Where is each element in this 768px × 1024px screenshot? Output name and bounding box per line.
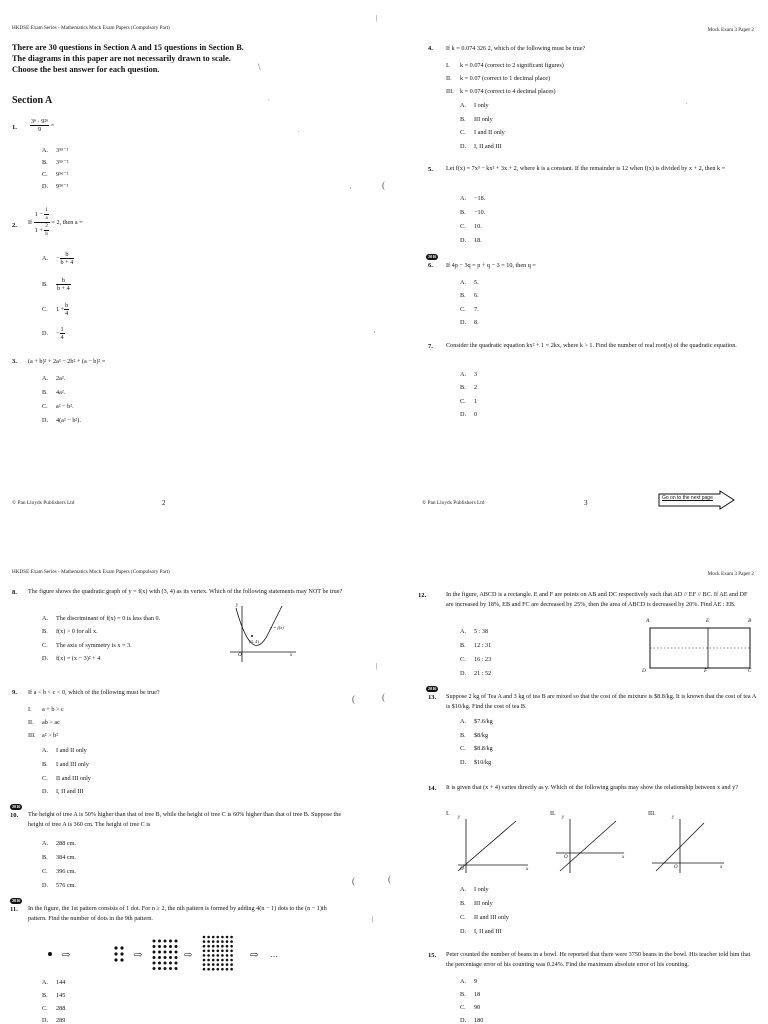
stray-mark: (: [388, 874, 391, 884]
pattern-dot: [221, 959, 224, 962]
pattern-1-dot: [48, 952, 52, 956]
option: D. 9⁵ⁿ⁻¹: [42, 183, 69, 190]
pattern-dot: [153, 967, 156, 970]
pattern-dot: [226, 954, 229, 957]
arrow-icon: ⇨: [184, 950, 193, 961]
pattern-dot: [212, 936, 215, 939]
publisher-footer: © Pan Lloyds Publishers Ltd: [422, 500, 485, 506]
option: D. $10/kg: [460, 759, 492, 766]
option: B. 145: [42, 992, 66, 999]
pattern-dot: [217, 945, 220, 948]
option: D. 8.: [460, 319, 479, 326]
option: D. I, II and III: [460, 143, 502, 150]
pattern-dot: [169, 962, 172, 965]
pattern-dot: [207, 968, 210, 971]
statement: I. k = 0.074 (correct to 2 significant figures): [446, 62, 564, 69]
point-c-label: C: [748, 668, 752, 674]
stray-mark: (: [382, 692, 385, 702]
y-axis-label: y: [458, 815, 461, 820]
point-f-label: F: [704, 668, 708, 674]
option: A. The discriminant of f(x) = 0 is less than 0.: [42, 615, 161, 622]
question-text: In the figure, ABCD is a rectangle. E and F are points on AB and DC respectively such that AD // EF // BC. If AE and DF are increased by 18%, EB and FC are decreased by 25%, then the area of ABCD is decreased by 20%. Find AE : EB.: [446, 591, 748, 608]
pattern-dot: [169, 945, 172, 948]
pattern-dot: [230, 950, 233, 953]
pattern-dot: [212, 968, 215, 971]
question-text: Consider the quadratic equation kx² + 1 = 2kx, where k > 1. Find the number of real root(s) of the quadratic equation.: [446, 342, 737, 349]
option: C. II and III only: [460, 914, 509, 921]
y-axis-label: y: [236, 603, 239, 608]
page-5: [376, 512, 768, 1024]
pattern-dot: [226, 959, 229, 962]
question-number: 6.: [428, 262, 433, 269]
pattern-dot: [175, 962, 178, 965]
question-2-expression: If 1 − $\frac{1}{a}$ 1 + $\frac{2}{b}$ = 2, then a =: [28, 208, 83, 237]
instructions: [12, 42, 312, 75]
statement: II. k = 0.07 (correct to 1 decimal place): [446, 75, 551, 82]
stray-mark: .: [268, 96, 270, 102]
option: A. 3: [460, 371, 478, 378]
option: C. 10.: [460, 223, 482, 230]
option: D. 289: [42, 1017, 66, 1024]
pattern-dot: [230, 963, 233, 966]
question-text: The figure shows the quadratic graph of y = f(x) with (3, 4) as its vertex. Which of the following statements may NOT be true?: [28, 588, 343, 595]
option: C. 90: [460, 1004, 481, 1011]
question-number: 10.: [10, 812, 19, 819]
stray-mark: ': [350, 186, 352, 194]
option: A. 9: [460, 978, 478, 985]
pattern-dot: [203, 936, 206, 939]
pattern-dot: [230, 959, 233, 962]
option: D. 21 : 52: [460, 670, 492, 677]
question-number: 1.: [12, 124, 17, 131]
option: C. I and II only: [460, 129, 505, 136]
origin-label: O: [674, 865, 678, 870]
option: B. 12 : 31: [460, 642, 492, 649]
compound-fraction: 1 − $\frac{1}{a}$ 1 + $\frac{2}{b}$: [34, 208, 48, 237]
pattern-dot: [164, 940, 167, 943]
question-number: 9.: [12, 689, 17, 696]
option: A. I only: [460, 886, 489, 893]
stray-mark: |: [376, 14, 378, 22]
pattern-dot: [175, 951, 178, 954]
pattern-dot: [164, 951, 167, 954]
pattern-3: [153, 940, 178, 971]
question-number: 12.: [418, 592, 427, 599]
point-b-label: B: [748, 618, 752, 624]
option: A. I only: [460, 102, 489, 109]
option: C. 16 : 23: [460, 656, 492, 663]
option: D. 576 cm.: [42, 882, 76, 889]
point-e-label: E: [706, 618, 710, 624]
y-axis-label: y: [672, 815, 675, 820]
option: A. I and II only: [42, 747, 87, 754]
pattern-dot: [217, 968, 220, 971]
pattern-dot: [169, 940, 172, 943]
statement: III. a² > b²: [28, 732, 59, 739]
option: B. 18: [460, 991, 481, 998]
option: B. f(x) > 0 for all x.: [42, 628, 98, 635]
pattern-dot: [175, 940, 178, 943]
pattern-dot: [226, 968, 229, 971]
year-badge: 2016: [12, 898, 21, 903]
graph-label: I.: [446, 810, 450, 817]
year-badge: 2016: [428, 686, 437, 691]
stray-mark: (: [382, 180, 385, 190]
arrow-icon: ⇨: [134, 950, 143, 961]
option: C. II and III only: [42, 775, 91, 782]
question-text: Peter counted the number of beans in a bowl. He reported that there were 3750 beans in the bowl. His teacher told him that the percentage error of his counting was 0.24%. Find the maximum absolute error of his counting.: [446, 951, 751, 968]
pattern-dot: [221, 936, 224, 939]
dot-patterns: [46, 935, 246, 975]
pattern-dot: [207, 959, 210, 962]
year-badge: 2016: [12, 804, 21, 809]
series-header: HKDSE Exam Series - Mathematics Mock Exam Papers (Compulsory Part): [12, 569, 170, 575]
pattern-dot: [158, 940, 161, 943]
option: A. − $\frac{b}{b + 4}$: [42, 251, 74, 266]
stray-mark: |: [376, 662, 378, 670]
pattern-dot: [153, 945, 156, 948]
pattern-dot: [221, 940, 224, 943]
x-axis-label: x: [720, 865, 723, 870]
option: D. f(x) = (x − 3)² + 4: [42, 655, 101, 662]
pattern-dot: [158, 956, 161, 959]
pattern-dot: [212, 945, 215, 948]
x-axis-label: x: [290, 653, 293, 658]
option: B. $8/kg: [460, 732, 489, 739]
statement: II. ab > ac: [28, 719, 60, 726]
option: C. $8.8/kg: [460, 745, 493, 752]
origin-label: O: [460, 867, 464, 872]
vertex-point: [251, 635, 253, 637]
question-text: (a + b)² + 2a² − 2b² + (a − b)² =: [28, 358, 106, 365]
pattern-dot: [221, 945, 224, 948]
option: B. 4a².: [42, 389, 66, 396]
option: D. − $\frac{1}{4}$: [42, 326, 64, 341]
pattern-dot: [207, 950, 210, 953]
stray-mark: ': [374, 330, 376, 338]
pattern-dot: [203, 950, 206, 953]
pattern-dot: [207, 940, 210, 943]
pattern-dot: [158, 967, 161, 970]
pattern-dot: [212, 963, 215, 966]
pattern-dot: [207, 963, 210, 966]
pattern-dot: [203, 945, 206, 948]
option: B. III only: [460, 116, 493, 123]
pattern-dot: [221, 950, 224, 953]
pattern-2: [114, 946, 123, 961]
vertex-label: (3, 4): [249, 639, 259, 644]
pattern-dot: [153, 956, 156, 959]
page-number: 3: [584, 499, 588, 507]
publisher-footer: © Pan Lloyds Publishers Ltd: [12, 500, 75, 506]
pattern-dot: [207, 936, 210, 939]
series-header: HKDSE Exam Series - Mathematics Mock Exam Papers (Compulsory Part): [12, 25, 170, 31]
option: B. −10.: [460, 209, 486, 216]
line-graphs: [456, 815, 756, 877]
pattern-dot: [221, 954, 224, 957]
instruction-line: Choose the best answer for each question.: [12, 65, 160, 74]
option: C. 9⁵ⁿ⁻²: [42, 171, 69, 178]
origin-label: O: [238, 653, 242, 658]
option: D. 180: [460, 1017, 484, 1024]
option: A. 5 : 38: [460, 628, 489, 635]
page-3: [374, 0, 768, 512]
page-4: [0, 512, 384, 1024]
pattern-dot: [217, 959, 220, 962]
y-axis-label: y: [562, 815, 565, 820]
stray-mark: |: [372, 915, 374, 923]
stray-mark: (: [352, 694, 355, 704]
pattern-dot: [217, 950, 220, 953]
arrow-icon: ⇨: [62, 950, 71, 961]
question-number: 4.: [428, 45, 433, 52]
stray-mark: .: [298, 128, 300, 134]
paper-header: Mock Exam 3 Paper 2: [707, 571, 754, 577]
option: B. 6.: [460, 292, 479, 299]
question-text: In the figure, the 1st pattern consists of 1 dot. For n ≥ 2, the nth pattern is formed by adding 4(n − 1) dots to the (n − 1)th pattern. Find the number of dots in the 9th pattern.: [28, 905, 327, 922]
option: A. 288 cm.: [42, 840, 76, 847]
option: B. III only: [460, 900, 493, 907]
x-axis-label: x: [622, 855, 625, 860]
pattern-dot: [207, 945, 210, 948]
pattern-dot: [226, 936, 229, 939]
pattern-dot: [226, 963, 229, 966]
option: C. 1 + $\frac{b}{4}$: [42, 302, 69, 317]
statement: III. k = 0.074 (correct to 4 decimal places): [446, 88, 556, 95]
pattern-dot: [169, 951, 172, 954]
pattern-dot: [203, 959, 206, 962]
section-title: Section A: [12, 95, 53, 106]
question-text: It is given that (x + 4) varies directly as y. Which of the following graphs may show the relationship between x and y?: [446, 784, 738, 791]
pattern-dot: [221, 968, 224, 971]
pattern-dot: [212, 950, 215, 953]
question-text: The height of tree A is 50% higher than that of tree B, while the height of tree C is 60% higher than that of tree B. Suppose the height of tree A is 360 cm. The height of tree C is: [28, 811, 342, 828]
x-axis-label: x: [526, 867, 529, 872]
option: A. 5.: [460, 279, 479, 286]
option: B. $\frac{b}{b + 4}$: [42, 277, 70, 292]
curve-label: y = f(x): [270, 625, 284, 630]
go-on-label: Go on to the next page: [662, 495, 713, 501]
option: B. 2: [460, 384, 478, 391]
question-number: 2.: [12, 222, 17, 229]
option: C. 396 cm.: [42, 868, 76, 875]
point-d-label: D: [642, 668, 646, 674]
page-2: [0, 0, 384, 512]
question-number: 14.: [428, 785, 437, 792]
question-number: 3.: [12, 358, 17, 365]
graph-label: III.: [648, 810, 656, 817]
pattern-dot: [175, 967, 178, 970]
paper-header: Mock Exam 3 Paper 2: [707, 27, 754, 33]
pattern-dot: [230, 936, 233, 939]
pattern-dot: [164, 967, 167, 970]
pattern-dot: [203, 968, 206, 971]
ellipsis: …: [270, 950, 278, 959]
option: B. 3⁵ⁿ⁻²: [42, 159, 69, 166]
option: C. 7.: [460, 306, 479, 313]
origin-label: O: [564, 855, 568, 860]
pattern-4: [203, 936, 233, 971]
stray-mark: .: [686, 100, 688, 106]
pattern-dot: [226, 940, 229, 943]
pattern-dot: [203, 963, 206, 966]
option: A. 3⁵ⁿ⁻¹: [42, 147, 69, 154]
graph-iii: [652, 819, 724, 873]
pattern-dot: [217, 963, 220, 966]
pattern-dot: [212, 959, 215, 962]
option: A. 2a².: [42, 375, 66, 382]
pattern-dot: [169, 967, 172, 970]
pattern-dot: [153, 940, 156, 943]
option: D. 18.: [460, 237, 482, 244]
graph-ii: [556, 819, 624, 873]
pattern-dot: [158, 945, 161, 948]
question-number: 15.: [428, 952, 437, 959]
question-number: 11.: [10, 906, 18, 913]
option: C. The axis of symmetry is x = 3.: [42, 642, 132, 649]
pattern-dot: [164, 945, 167, 948]
pattern-dot: [175, 956, 178, 959]
question-number: 8.: [12, 589, 17, 596]
option: A. 144: [42, 979, 66, 986]
option: C. a² − b².: [42, 403, 74, 410]
pattern-dot: [226, 945, 229, 948]
point-a-label: A: [646, 618, 650, 624]
year-badge: 2016: [428, 254, 437, 259]
arrow-icon: ⇨: [250, 950, 259, 961]
option: B. I and III only: [42, 761, 89, 768]
graph-i: [458, 819, 528, 873]
option: A. $7.6/kg: [460, 718, 493, 725]
pattern-dot: [217, 954, 220, 957]
option: D. I, II and III: [42, 788, 84, 795]
fraction: $\frac{\text{3ⁿ · 9²ⁿ}}{9}$: [31, 118, 49, 133]
instruction-line: There are 30 questions in Section A and 15 questions in Section B.: [12, 43, 244, 52]
pattern-dot: [158, 951, 161, 954]
option: D. 4(a² − b²).: [42, 417, 81, 424]
option: C. 1: [460, 398, 478, 405]
pattern-dot: [217, 940, 220, 943]
instruction-line: The diagrams in this paper are not necessarily drawn to scale.: [12, 54, 231, 63]
pattern-dot: [203, 954, 206, 957]
graph-label: II.: [550, 810, 556, 817]
question-1-expression: $\frac{\text{3ⁿ · 9²ⁿ}}{9}$ =: [31, 118, 55, 133]
question-text: If k = 0.074 326 2, which of the following must be true?: [446, 45, 586, 52]
question-text: If 4p − 3q = p + q − 3 = 10, then q =: [446, 262, 536, 269]
pattern-dot: [212, 940, 215, 943]
pattern-dot: [164, 962, 167, 965]
pattern-dot: [226, 950, 229, 953]
pattern-dot: [230, 945, 233, 948]
question-text: Suppose 2 kg of Tea A and 3 kg of tea B are mixed so that the cost of the mixture is $8.8/kg. It is known that the cost of tea A is $10/kg. Find the cost of tea B.: [446, 693, 756, 710]
option: C. 288: [42, 1005, 66, 1012]
graph-line: [560, 821, 616, 871]
pattern-dot: [153, 951, 156, 954]
rectangle-figure: [646, 624, 756, 674]
pattern-dot: [175, 945, 178, 948]
pattern-dot: [217, 936, 220, 939]
question-text: If a < b < c < 0, which of the following must be true?: [28, 689, 160, 696]
question-text: Let f(x) = 7x³ − kx² + 3x + 2, where k is a constant. If the remainder is 12 when f(x) is divided by x + 2, then k =: [446, 165, 726, 172]
pattern-dot: [153, 962, 156, 965]
pattern-dot: [158, 962, 161, 965]
pattern-dot: [212, 954, 215, 957]
pattern-dot: [207, 954, 210, 957]
pattern-dot: [230, 968, 233, 971]
graph-line: [458, 821, 516, 871]
page-number: 2: [162, 499, 166, 507]
option: A. −18.: [460, 195, 486, 202]
option: B. 384 cm.: [42, 854, 76, 861]
pattern-dot: [221, 963, 224, 966]
statement: I. a + b > c: [28, 706, 64, 713]
pattern-dot: [169, 956, 172, 959]
stray-mark: \: [258, 62, 261, 72]
pattern-dot: [230, 954, 233, 957]
option: D. 0: [460, 411, 478, 418]
pattern-dot: [164, 956, 167, 959]
option: D. I, II and III: [460, 928, 502, 935]
question-number: 5.: [428, 166, 433, 173]
question-number: 7.: [428, 343, 433, 350]
pattern-dot: [203, 940, 206, 943]
pattern-dot: [230, 940, 233, 943]
question-number: 13.: [428, 694, 437, 701]
stray-mark: (: [352, 876, 355, 886]
